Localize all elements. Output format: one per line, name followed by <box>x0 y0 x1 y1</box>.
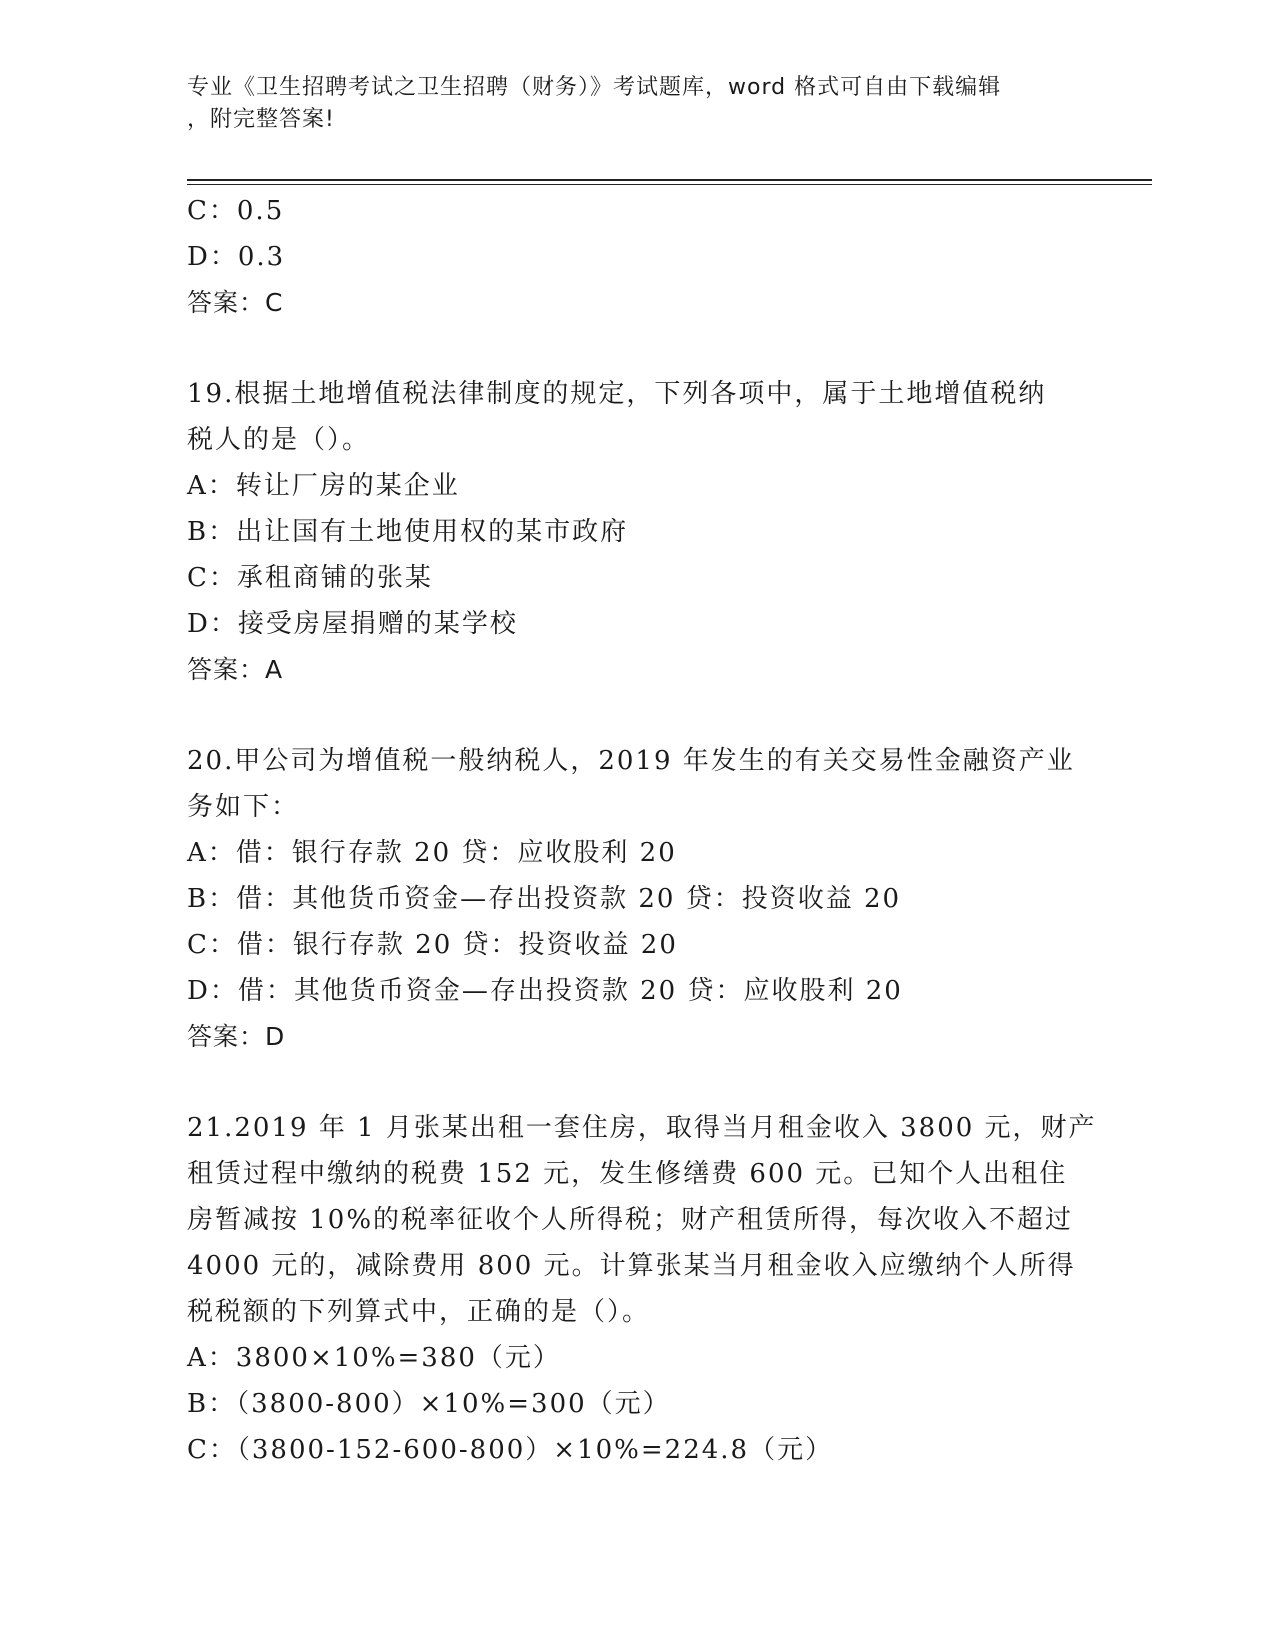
answer: 答案：D <box>187 1022 286 1051</box>
option-c: C：借：银行存款 20 贷：投资收益 20 <box>187 930 678 960</box>
header-divider-thick <box>187 179 1152 181</box>
option-d: D：0.3 <box>187 242 286 272</box>
question-stem: 税税额的下列算式中，正确的是（）。 <box>187 1297 651 1327</box>
question-stem: 房暂减按 10%的税率征收个人所得税；财产租赁所得，每次收入不超过 <box>187 1205 1074 1235</box>
question-21 <box>187 1105 1097 1473</box>
option-c: C：承租商铺的张某 <box>187 563 433 593</box>
option-d: D：借：其他货币资金—存出投资款 20 贷：应收股利 20 <box>187 976 903 1006</box>
option-a: A：3800×10%=380（元） <box>187 1343 561 1373</box>
option-a: A：转让厂房的某企业 <box>187 471 460 501</box>
document-body <box>187 188 1097 1473</box>
question-stem: 20.甲公司为增值税一般纳税人，2019 年发生的有关交易性金融资产业 <box>187 746 1075 776</box>
header-line-2: ，附完整答案! <box>187 107 335 132</box>
question-stem: 税人的是（）。 <box>187 425 371 455</box>
option-a: A：借：银行存款 20 贷：应收股利 20 <box>187 838 677 868</box>
option-c: C：0.5 <box>187 196 285 226</box>
header-line-1: 专业《卫生招聘考试之卫生招聘（财务）》考试题库，word 格式可自由下载编辑 <box>187 75 1002 100</box>
option-c: C：（3800-152-600-800）×10%=224.8（元） <box>187 1435 834 1465</box>
page-header <box>187 72 1087 136</box>
answer: 答案：C <box>187 288 284 317</box>
option-b: B：（3800-800）×10%=300（元） <box>187 1389 671 1419</box>
header-divider-thin <box>187 184 1152 185</box>
question-stem: 21.2019 年 1 月张某出租一套住房，取得当月租金收入 3800 元，财产 <box>187 1113 1097 1143</box>
question-19 <box>187 371 1087 693</box>
answer: 答案：A <box>187 655 284 684</box>
option-b: B：借：其他货币资金—存出投资款 20 贷：投资收益 20 <box>187 884 902 914</box>
question-stem: 租赁过程中缴纳的税费 152 元，发生修缮费 600 元。已知个人出租住 <box>187 1159 1068 1189</box>
question-18-tail <box>187 188 1087 326</box>
question-stem: 4000 元的，减除费用 800 元。计算张某当月租金收入应缴纳个人所得 <box>187 1251 1076 1281</box>
question-20 <box>187 738 1087 1060</box>
question-stem: 19.根据土地增值税法律制度的规定，下列各项中，属于土地增值税纳 <box>187 379 1047 409</box>
option-d: D：接受房屋捐赠的某学校 <box>187 609 518 639</box>
option-b: B：出让国有土地使用权的某市政府 <box>187 517 629 547</box>
question-stem: 务如下： <box>187 792 300 822</box>
